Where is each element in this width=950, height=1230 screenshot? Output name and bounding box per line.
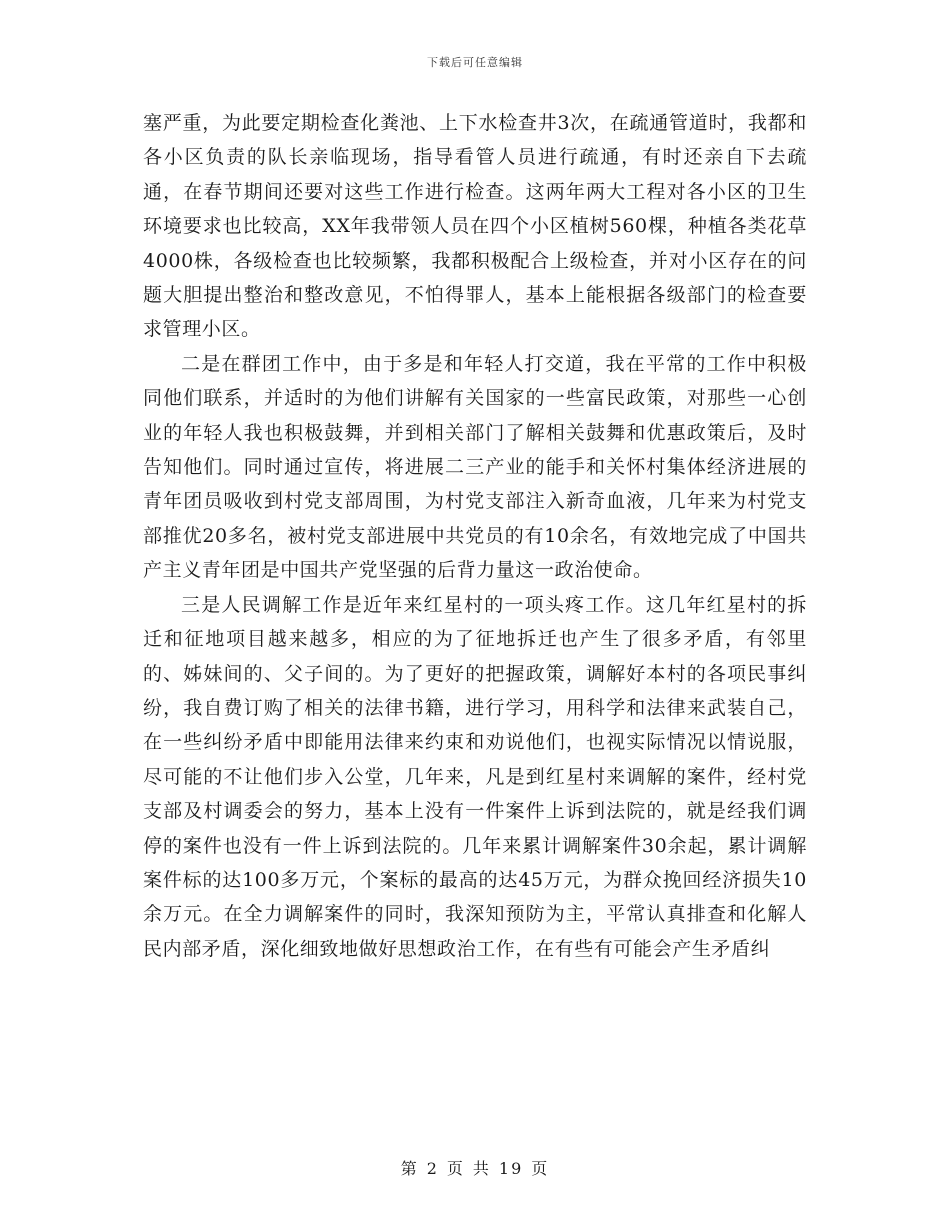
paragraph-3: 三是人民调解工作是近年来红星村的一项头疼工作。这几年红星村的拆迁和征地项目越来越多，相应的为了征地拆迁也产生了很多矛盾，有邻里的、姊妹间的、父子间的。为了更好的把握政策，调解好本村的各项民事纠纷，我自费订购了相关的法律书籍，进行学习，用科学和法律来武装自己，在一些纠纷矛盾中即能用法律来约束和劝说他们，也视实际情况以情说服，尽可能的不让他们步入公堂，几年来，凡是到红星村来调解的案件，经村党支部及村调委会的努力，基本上没有一件案件上诉到法院的，就是经我们调停的案件也没有一件上诉到法院的。几年来累计调解案件30余起，累计调解案件标的达100多万元，个案标的最高的达45万元，为群众挽回经济损失10余万元。在全力调解案件的同时，我深知预防为主，平常认真排查和化解人民内部矛盾，深化细致地做好思想政治工作，在有些有可能会产生矛盾纠 bbox=[143, 593, 807, 960]
page-header bbox=[0, 54, 950, 70]
document-body bbox=[143, 106, 807, 966]
total-pages: 19 bbox=[498, 1159, 524, 1178]
paragraph-1: 塞严重，为此要定期检查化粪池、上下水检查井3次，在疏通管道时，我都和各小区负责的队长亲临现场，指导看管人员进行疏通，有时还亲自下去疏通，在春节期间还要对这些工作进行检查。这两年两大工程对各小区的卫生环境要求也比较高，XX年我带领人员在四个小区植树560棵，种植各类花草4000株，各级检查也比较频繁，我都积极配合上级检查，并对小区存在的问题大胆提出整治和整改意见，不怕得罪人，基本上能根据各级部门的检查要求管理小区。 bbox=[143, 112, 807, 341]
footer-page-unit: 页 bbox=[446, 1159, 465, 1178]
footer-total-unit: 页 bbox=[531, 1159, 550, 1178]
footer-total-prefix: 共 bbox=[472, 1159, 491, 1178]
page-number: 2 bbox=[426, 1159, 439, 1178]
header-note: 下载后可任意编辑 bbox=[427, 56, 523, 69]
paragraph-2: 二是在群团工作中，由于多是和年轻人打交道，我在平常的工作中积极同他们联系，并适时的为他们讲解有关国家的一些富民政策，对那些一心创业的年轻人我也积极鼓舞，并到相关部门了解相关鼓舞和优惠政策后，及时告知他们。同时通过宣传，将进展二三产业的能手和关怀村集体经济进展的青年团员吸收到村党支部周围，为村党支部注入新奇血液，几年来为村党支部推优20多名，被村党支部进展中共党员的有10余名，有效地完成了中国共产主义青年团是中国共产党坚强的后背力量这一政治使命。 bbox=[143, 352, 807, 582]
page-footer bbox=[0, 1156, 950, 1179]
footer-prefix: 第 bbox=[400, 1159, 419, 1178]
